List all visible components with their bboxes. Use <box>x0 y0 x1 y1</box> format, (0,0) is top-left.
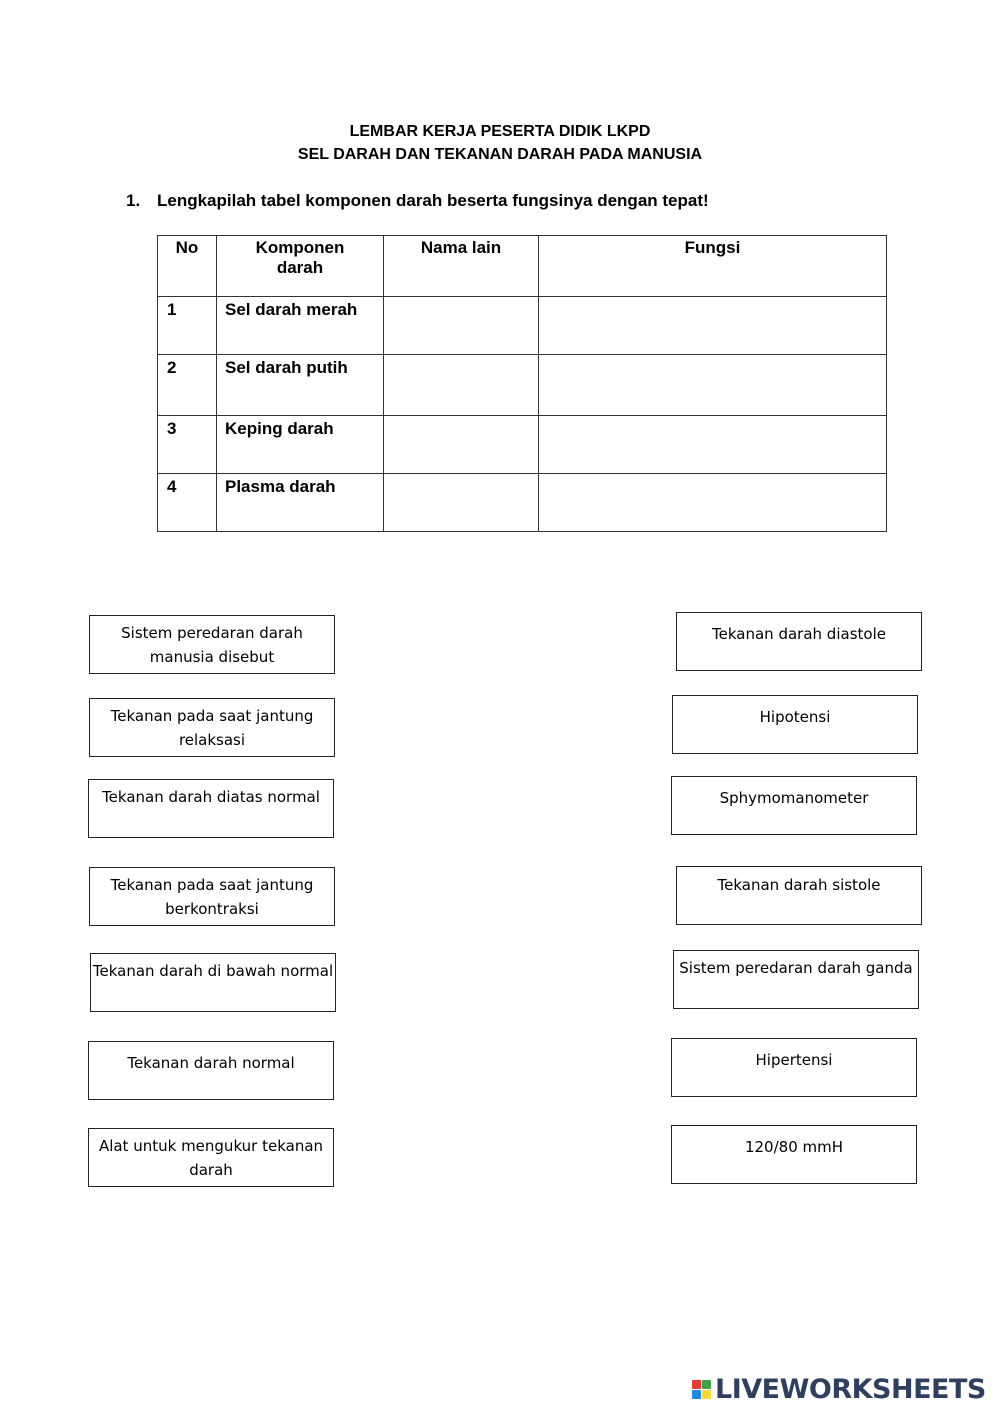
right-match-card[interactable]: Tekanan darah sistole <box>676 866 922 925</box>
function-input[interactable] <box>539 297 887 355</box>
component-name: Keping darah <box>217 416 384 474</box>
right-match-card[interactable]: Hipertensi <box>671 1038 917 1097</box>
other-name-input[interactable] <box>384 474 539 532</box>
table-header-row <box>158 236 887 297</box>
worksheet-subtitle: SEL DARAH DAN TEKANAN DARAH PADA MANUSIA <box>297 146 703 163</box>
question-text: Lengkapilah tabel komponen darah beserta fungsinya dengan tepat! <box>157 191 709 210</box>
right-match-card[interactable]: 120/80 mmH <box>671 1125 917 1184</box>
row-number: 4 <box>158 474 217 532</box>
left-match-card[interactable]: Tekanan darah di bawah normal <box>90 953 336 1012</box>
right-match-card[interactable]: Hipotensi <box>672 695 918 754</box>
other-name-input[interactable] <box>384 355 539 416</box>
right-match-card[interactable]: Tekanan darah diastole <box>676 612 922 671</box>
component-name: Plasma darah <box>217 474 384 532</box>
table-row <box>158 474 887 532</box>
component-name: Sel darah putih <box>217 355 384 416</box>
column-header-function: Fungsi <box>539 236 887 297</box>
left-match-card[interactable]: Sistem peredaran darah manusia disebut <box>89 615 335 674</box>
function-input[interactable] <box>539 355 887 416</box>
question-number: 1. <box>126 191 141 210</box>
row-number: 1 <box>158 297 217 355</box>
right-match-card[interactable]: Sistem peredaran darah ganda <box>673 950 919 1009</box>
other-name-input[interactable] <box>384 416 539 474</box>
left-match-card[interactable]: Tekanan darah normal <box>88 1041 334 1100</box>
liveworksheets-logo-icon <box>692 1380 711 1399</box>
row-number: 2 <box>158 355 217 416</box>
blood-components-table <box>157 235 887 532</box>
right-match-card[interactable]: Sphymomanometer <box>671 776 917 835</box>
left-match-card[interactable]: Alat untuk mengukur tekanan darah <box>88 1128 334 1187</box>
left-match-card[interactable]: Tekanan pada saat jantung berkontraksi <box>89 867 335 926</box>
left-match-card[interactable]: Tekanan pada saat jantung relaksasi <box>89 698 335 757</box>
liveworksheets-logo <box>692 1374 986 1404</box>
table-row <box>158 297 887 355</box>
function-input[interactable] <box>539 474 887 532</box>
table-row <box>158 416 887 474</box>
table-row <box>158 355 887 416</box>
worksheet-title: LEMBAR KERJA PESERTA DIDIK LKPD <box>349 123 651 140</box>
question-1 <box>126 191 709 211</box>
column-header-other-name: Nama lain <box>384 236 539 297</box>
column-header-component: Komponen darah <box>217 236 384 297</box>
function-input[interactable] <box>539 416 887 474</box>
column-header-no: No <box>158 236 217 297</box>
left-match-card[interactable]: Tekanan darah diatas normal <box>88 779 334 838</box>
logo-text: LIVEWORKSHEETS <box>715 1373 986 1405</box>
row-number: 3 <box>158 416 217 474</box>
component-name: Sel darah merah <box>217 297 384 355</box>
other-name-input[interactable] <box>384 297 539 355</box>
